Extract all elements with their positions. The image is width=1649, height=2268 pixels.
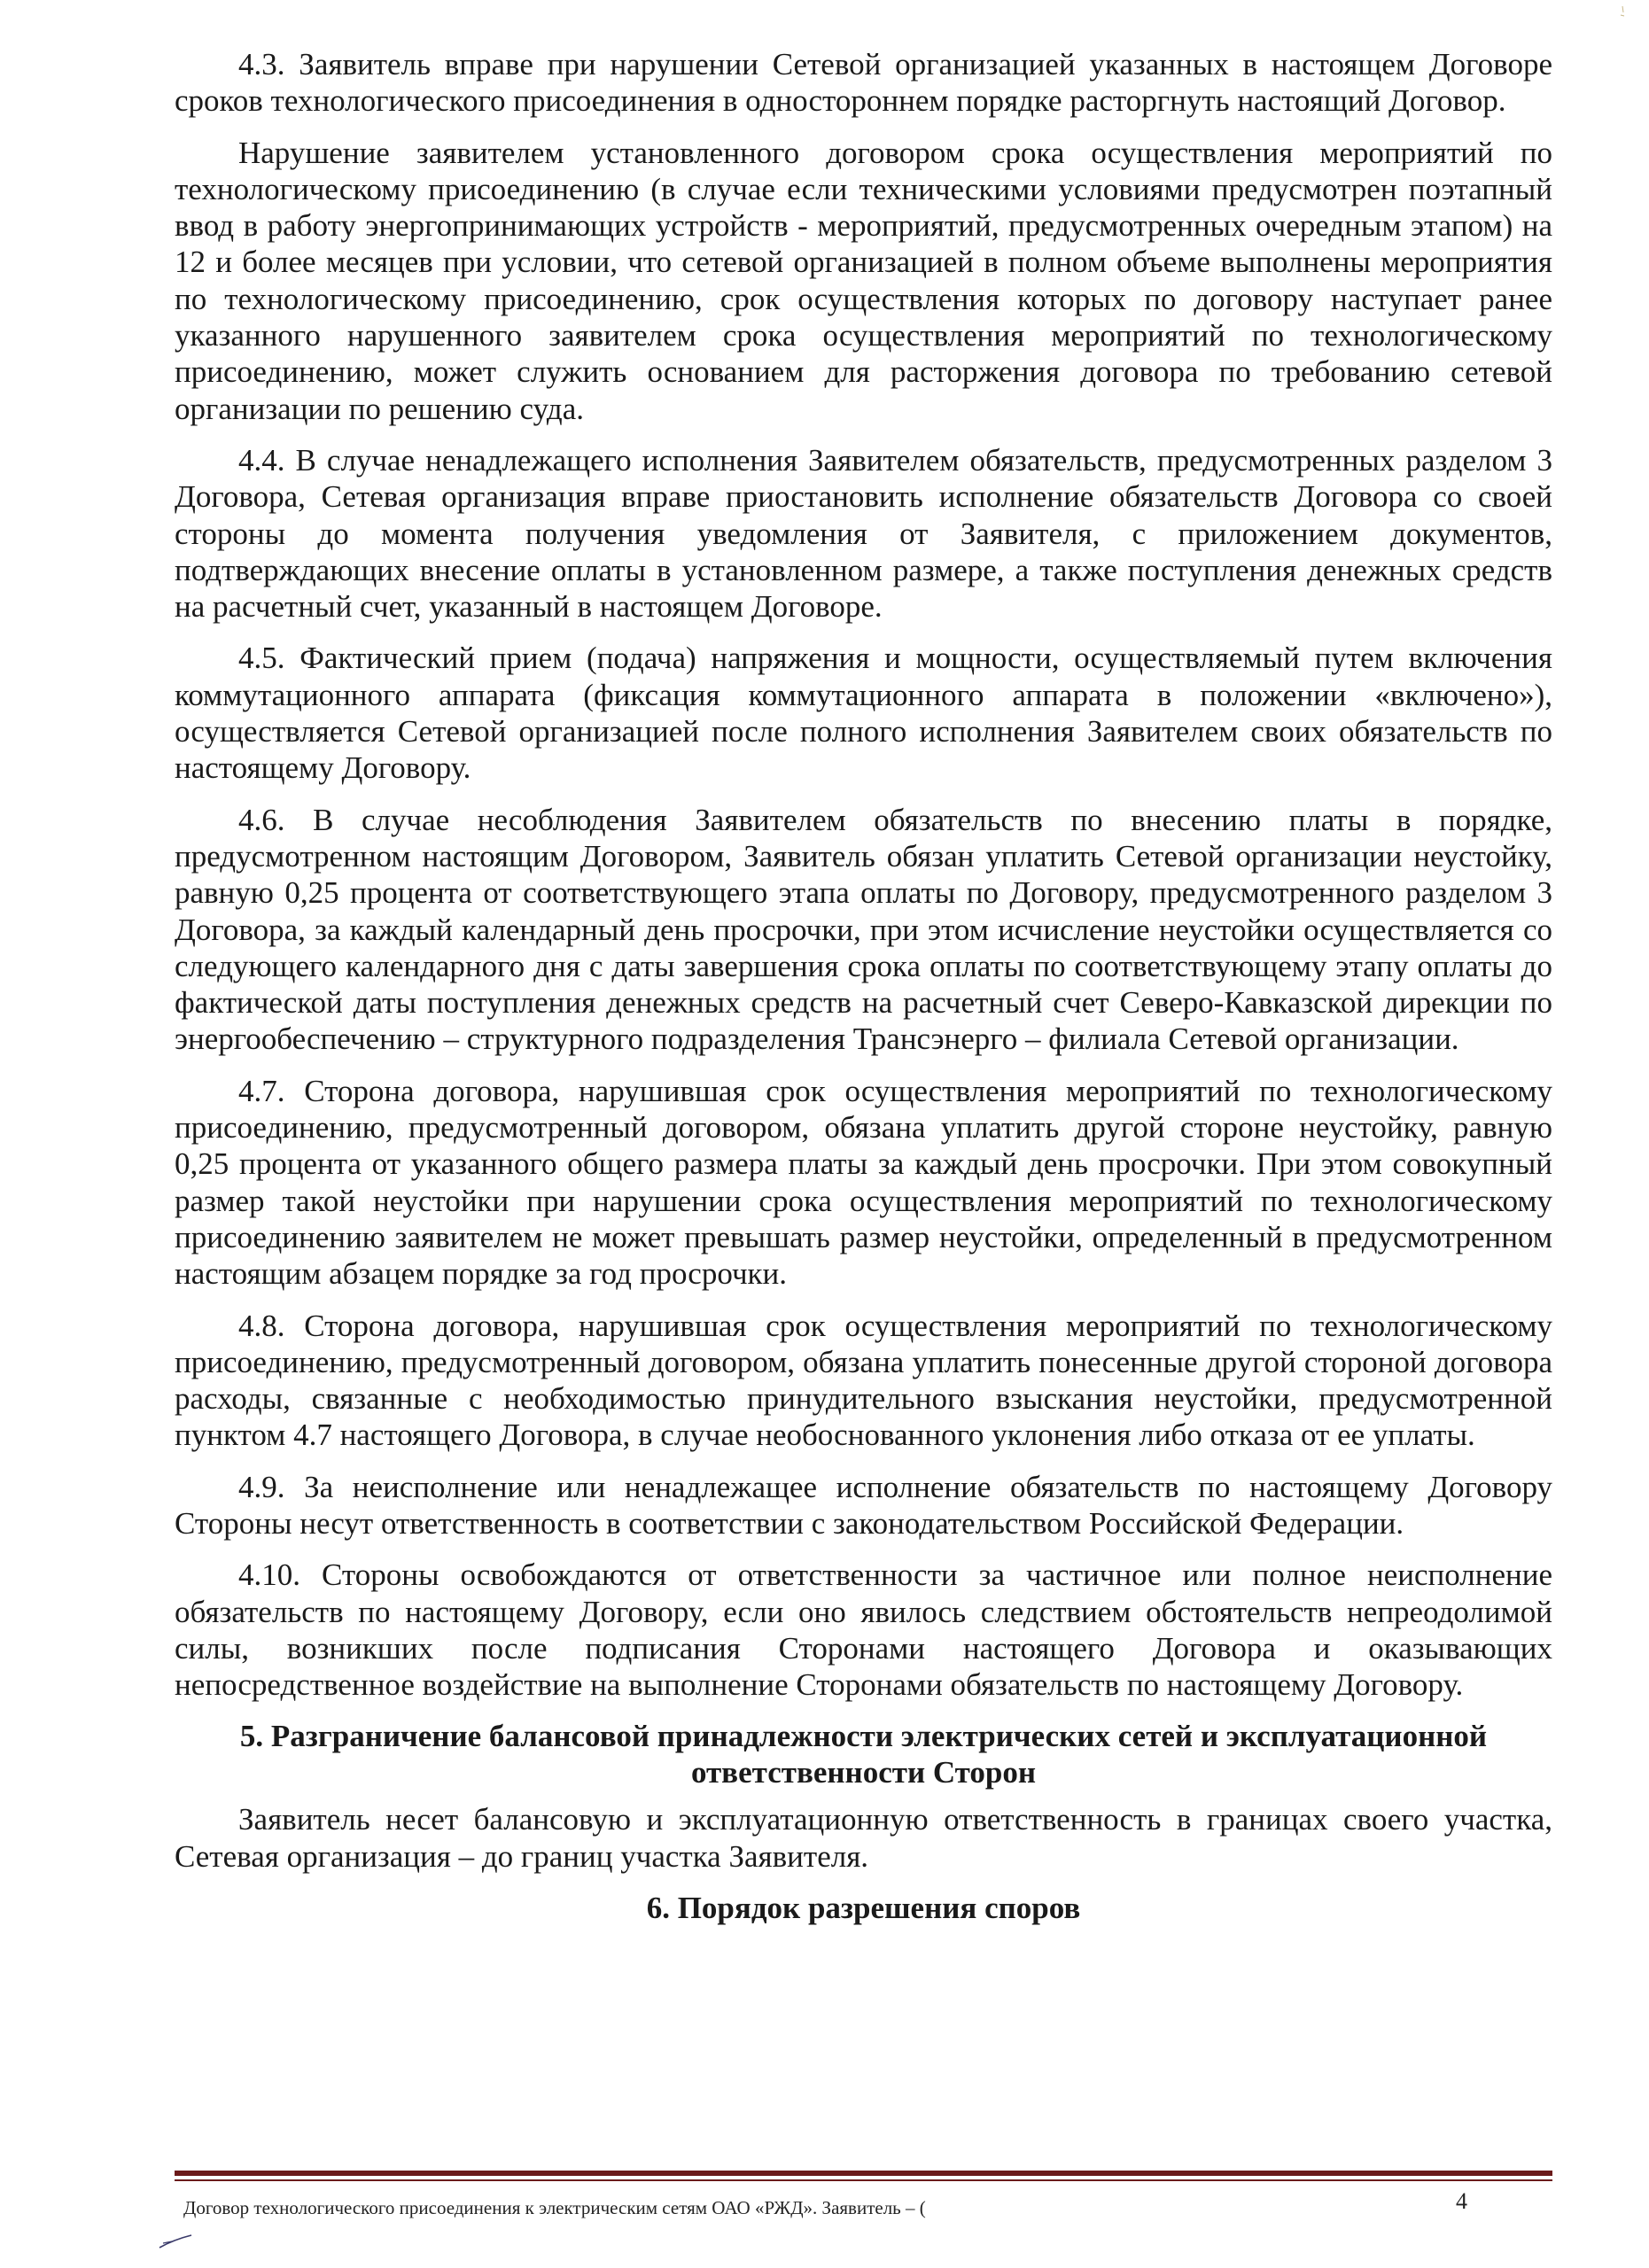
paragraph-4-9: 4.9. За неисполнение или ненадлежащее исполнение обязательств по настоящему Договору Стороны несут ответственность в соответствии с законодательством Российской Федерации. [175, 1469, 1552, 1541]
footer-divider [175, 2171, 1552, 2176]
pen-stroke-icon [158, 2233, 193, 2250]
paragraph-4-6: 4.6. В случае несоблюдения Заявителем обязательств по внесению платы в порядке, предусмотренном настоящим Договором, Заявитель обязан уплатить Сетевой организации неустойку, равную 0,25 процента от соответствующего этапа оплаты по Договору, предусмотренного разделом 3 Договора, за каждый календарный день просрочки, при этом исчисление неустойки осуществляется со следующего календарного дня с даты завершения срока оплаты по соответствующему этапу оплаты до фактической даты поступления денежных средств на расчетный счет Северо-Кавказской дирекции по энергообеспечению – структурного подразделения Трансэнерго – филиала Сетевой организации. [175, 802, 1552, 1057]
paragraph-4-5: 4.5. Фактический прием (подача) напряжения и мощности, осуществляемый путем включения коммутационного аппарата (фиксация коммутационного аппарата в положении «включено»), осуществляется Сетевой организацией после полного исполнения Заявителем своих обязательств по настоящему Договору. [175, 641, 1552, 786]
paragraph-4-4: 4.4. В случае ненадлежащего исполнения Заявителем обязательств, предусмотренных разделом 3 Договора, Сетевая организация вправе приостановить исполнение обязательств Договора со своей стороны до момента получения уведомления от Заявителя, с приложением документов, подтверждающих внесение оплаты в установленном размере, а также поступления денежных средств на расчетный счет, указанный в настоящем Договоре. [175, 442, 1552, 625]
footer-divider-thin [175, 2179, 1552, 2181]
paragraph-4-8: 4.8. Сторона договора, нарушившая срок осуществления мероприятий по технологическому присоединению, предусмотренный договором, обязана уплатить понесенные другой стороной договора расходы, связанные с необходимостью принудительного взыскания неустойки, предусмотренной пунктом 4.7 настоящего Договора, в случае необоснованного уклонения либо отказа от ее уплаты. [175, 1308, 1552, 1453]
document-page [175, 46, 1552, 1937]
footer-caption: Договор технологического присоединения к электрическим сетям ОАО «РЖД». Заявитель – ( [183, 2197, 926, 2218]
page-number: 4 [1456, 2188, 1467, 2214]
section-6-heading: 6. Порядок разрешения споров [646, 1891, 1081, 1926]
paragraph-4-7: 4.7. Сторона договора, нарушившая срок осуществления мероприятий по технологическому присоединению, предусмотренный договором, обязана уплатить другой стороне неустойку, равную 0,25 процента от указанного общего размера платы за каждый день просрочки. При этом совокупный размер такой неустойки при нарушении срока осуществления мероприятий по технологическому присоединению заявителем не может превышать размер неустойки, определенный в предусмотренном настоящим абзацем порядке за год просрочки. [175, 1073, 1552, 1292]
section-5-heading: 5. Разграничение балансовой принадлежности электрических сетей и эксплуатационной ответственности Сторон [239, 1719, 1488, 1790]
scan-speck-icon [1617, 5, 1628, 19]
paragraph-4-3: 4.3. Заявитель вправе при нарушении Сетевой организацией указанных в настоящем Договоре сроков технологического присоединения в одностороннем порядке расторгнуть настоящий Договор. [175, 47, 1552, 119]
paragraph-4-3-continuation: Нарушение заявителем установленного договором срока осуществления мероприятий по технологическому присоединению (в случае если техническими условиями предусмотрен поэтапный ввод в работу энергопринимающих устройств - мероприятий, предусмотренных очередным этапом) на 12 и более месяцев при условии, что сетевой организацией в полном объеме выполнены мероприятия по технологическому присоединению, срок осуществления которых по договору наступает ранее указанного нарушенного заявителем срока осуществления мероприятий по технологическому присоединению, может служить основанием для расторжения договора по требованию сетевой организации по решению суда. [175, 135, 1552, 426]
paragraph-4-10: 4.10. Стороны освобождаются от ответственности за частичное или полное неисполнение обязательств по настоящему Договору, если оно явилось следствием обстоятельств непреодолимой силы, возникших после подписания Сторонами настоящего Договора и оказывающих непосредственное воздействие на выполнение Сторонами обязательств по настоящему Договору. [175, 1557, 1552, 1703]
section-5-text: Заявитель несет балансовую и эксплуатационную ответственность в границах своего участка, Сетевая организация – до границ участка Заявителя. [175, 1802, 1552, 1874]
